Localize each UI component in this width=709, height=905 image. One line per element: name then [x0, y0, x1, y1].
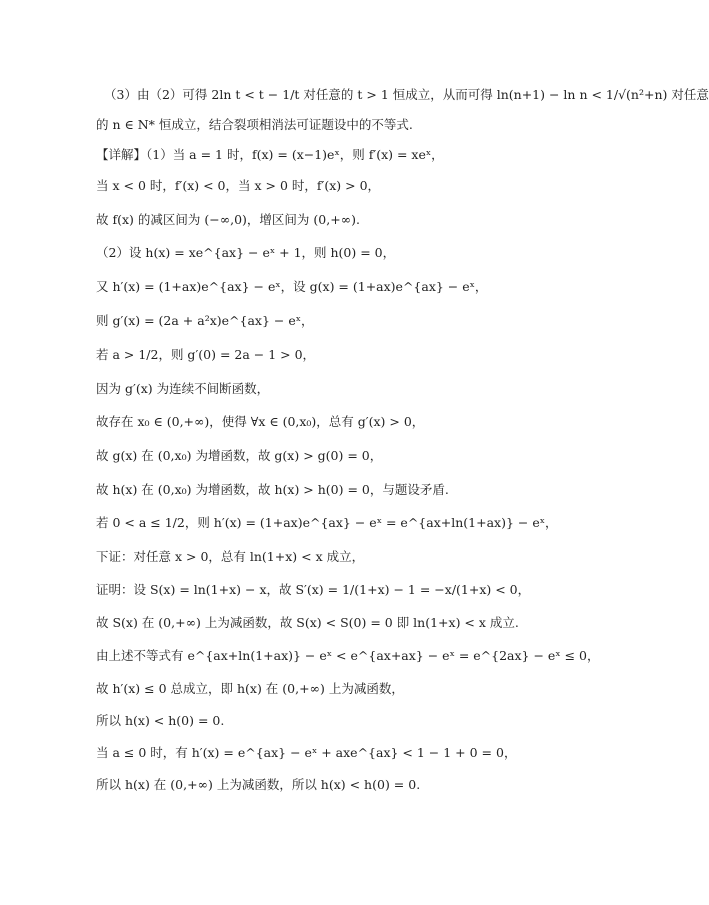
- text-line-4: 当 x < 0 时，f′(x) < 0，当 x > 0 时，f′(x) > 0，: [96, 178, 381, 193]
- text-line-22: 所以 h(x) 在 (0,+∞) 上为减函数，所以 h(x) < h(0) = 0.: [96, 777, 421, 792]
- text-line-3: 【详解】（1）当 a = 1 时，f(x) = (x−1)eˣ，则 f′(x) = xeˣ，: [96, 147, 444, 162]
- text-line-13: 故 h(x) 在 (0,x₀) 为增函数，故 h(x) > h(0) = 0，与题设矛盾.: [96, 482, 449, 497]
- text-line-20: 所以 h(x) < h(0) = 0.: [96, 713, 225, 728]
- text-line-16: 证明：设 S(x) = ln(1+x) − x，故 S′(x) = 1/(1+x) − 1 = −x/(1+x) < 0，: [96, 582, 531, 597]
- text-line-1: （3）由（2）可得 2ln t < t − 1/t 对任意的 t > 1 恒成立，从而可得 ln(n+1) − ln n < 1/√(n²+n) 对任意: [104, 87, 709, 102]
- text-line-5: 故 f(x) 的减区间为 (−∞,0)，增区间为 (0,+∞).: [96, 212, 360, 227]
- text-line-6: （2）设 h(x) = xe^{ax} − eˣ + 1，则 h(0) = 0，: [96, 245, 396, 260]
- text-line-7: 又 h′(x) = (1+ax)e^{ax} − eˣ，设 g(x) = (1+ax)e^{ax} − eˣ，: [96, 279, 488, 294]
- text-line-10: 因为 g′(x) 为连续不间断函数，: [96, 381, 270, 396]
- text-line-17: 故 S(x) 在 (0,+∞) 上为减函数，故 S(x) < S(0) = 0 即 ln(1+x) < x 成立.: [96, 615, 519, 630]
- text-line-11: 故存在 x₀ ∈ (0,+∞)，使得 ∀x ∈ (0,x₀)，总有 g′(x) > 0，: [96, 414, 425, 429]
- text-line-8: 则 g′(x) = (2a + a²x)e^{ax} − eˣ，: [96, 313, 314, 328]
- text-line-21: 当 a ≤ 0 时，有 h′(x) = e^{ax} − eˣ + axe^{ax} < 1 − 1 + 0 = 0，: [96, 745, 517, 760]
- text-line-15: 下证：对任意 x > 0，总有 ln(1+x) < x 成立，: [96, 549, 365, 564]
- text-line-9: 若 a > 1/2，则 g′(0) = 2a − 1 > 0，: [96, 347, 316, 362]
- text-line-2: 的 n ∈ N* 恒成立，结合裂项相消法可证题设中的不等式.: [96, 117, 413, 132]
- text-line-19: 故 h′(x) ≤ 0 总成立，即 h(x) 在 (0,+∞) 上为减函数，: [96, 681, 404, 696]
- text-line-18: 由上述不等式有 e^{ax+ln(1+ax)} − eˣ < e^{ax+ax} − eˣ = e^{2ax} − eˣ ≤ 0，: [96, 648, 600, 663]
- text-line-12: 故 g(x) 在 (0,x₀) 为增函数，故 g(x) > g(0) = 0，: [96, 448, 383, 463]
- text-line-14: 若 0 < a ≤ 1/2，则 h′(x) = (1+ax)e^{ax} − eˣ = e^{ax+ln(1+ax)} − eˣ，: [96, 515, 558, 530]
